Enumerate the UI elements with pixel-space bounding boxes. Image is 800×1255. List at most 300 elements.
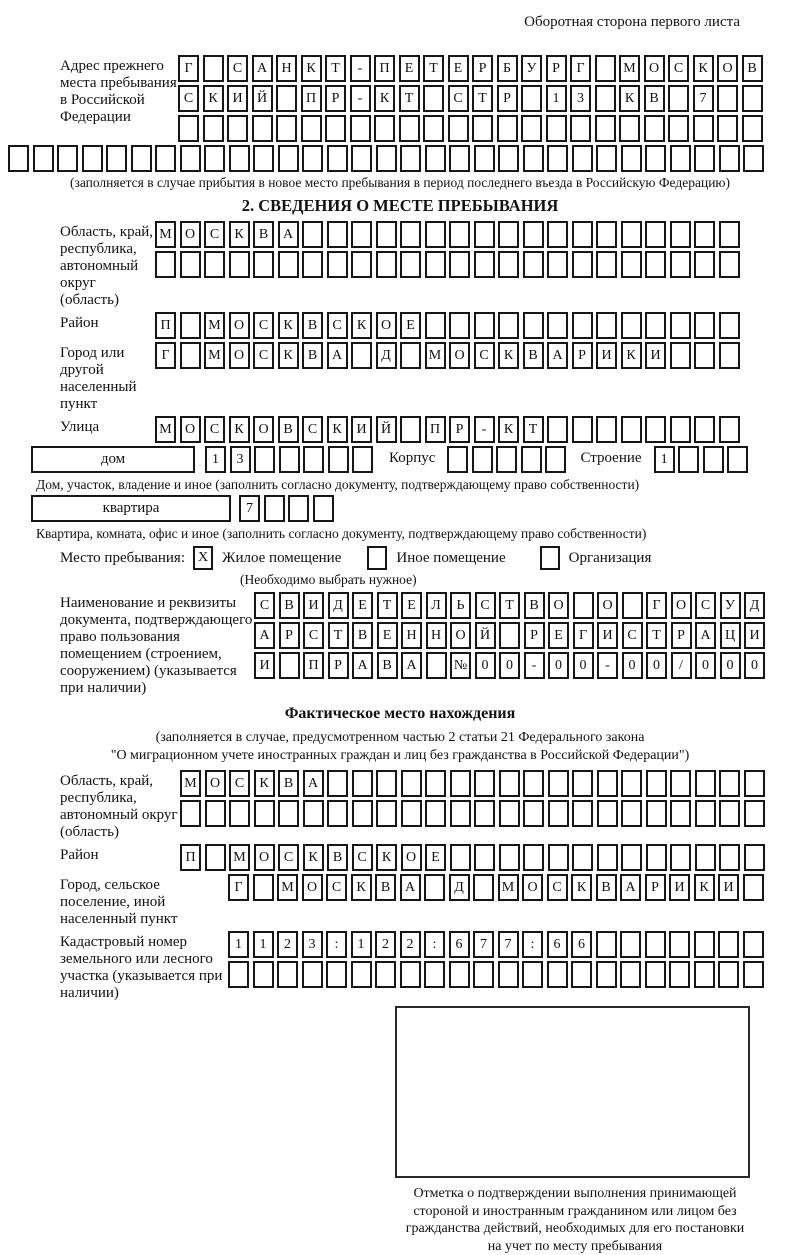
char-box[interactable] [498,312,519,339]
char-box[interactable] [276,85,297,112]
char-box[interactable] [399,115,420,142]
char-box[interactable]: С [278,844,299,871]
char-box[interactable] [449,145,470,172]
char-box[interactable] [742,115,763,142]
char-box[interactable] [351,961,372,988]
char-box[interactable] [375,961,396,988]
char-box[interactable] [694,312,715,339]
char-box[interactable] [400,145,421,172]
char-box[interactable] [717,115,738,142]
char-box[interactable]: В [278,416,299,443]
char-box[interactable] [572,145,593,172]
char-box[interactable] [621,221,642,248]
char-box[interactable] [205,844,226,871]
char-box[interactable]: 3 [230,446,251,473]
document-row-1[interactable] [254,592,765,619]
char-box[interactable] [374,115,395,142]
char-box[interactable]: К [229,416,250,443]
char-box[interactable] [253,251,274,278]
char-box[interactable]: О [717,55,738,82]
char-box[interactable]: Н [276,55,297,82]
char-box[interactable] [155,145,176,172]
char-box[interactable] [376,251,397,278]
char-box[interactable] [572,221,593,248]
char-box[interactable] [719,844,740,871]
char-box[interactable] [401,770,422,797]
char-box[interactable] [180,145,201,172]
char-box[interactable] [523,844,544,871]
char-box[interactable] [499,770,520,797]
char-box[interactable] [327,800,348,827]
char-box[interactable]: Р [645,874,666,901]
char-box[interactable]: 7 [693,85,714,112]
char-box[interactable] [424,961,445,988]
char-box[interactable] [474,844,495,871]
char-box[interactable] [694,961,715,988]
char-box[interactable] [473,961,494,988]
char-box[interactable]: М [229,844,250,871]
char-box[interactable]: Й [252,85,273,112]
char-box[interactable]: 1 [205,446,226,473]
char-box[interactable]: 3 [570,85,591,112]
char-box[interactable] [178,115,199,142]
other-premises-checkbox[interactable] [367,546,387,570]
char-box[interactable] [595,85,616,112]
char-box[interactable] [695,800,716,827]
char-box[interactable]: 2 [277,931,298,958]
char-box[interactable]: И [227,85,248,112]
char-box[interactable] [670,145,691,172]
char-box[interactable]: К [203,85,224,112]
char-box[interactable]: А [400,874,421,901]
char-box[interactable]: Т [423,55,444,82]
char-box[interactable]: К [619,85,640,112]
char-box[interactable] [670,251,691,278]
char-box[interactable]: Р [671,622,692,649]
char-box[interactable] [350,115,371,142]
char-box[interactable] [180,251,201,278]
char-box[interactable]: В [352,622,373,649]
char-box[interactable] [670,416,691,443]
char-box[interactable] [718,931,739,958]
char-box[interactable]: К [571,874,592,901]
char-box[interactable]: 0 [622,652,643,679]
char-box[interactable] [597,844,618,871]
char-box[interactable] [449,961,470,988]
char-box[interactable]: К [693,55,714,82]
street-row[interactable] [155,416,740,443]
char-box[interactable] [645,221,666,248]
char-box[interactable] [727,446,748,473]
char-box[interactable]: № [450,652,471,679]
document-row-3[interactable] [254,652,765,679]
char-box[interactable] [694,416,715,443]
char-box[interactable]: / [671,652,692,679]
char-box[interactable] [597,800,618,827]
char-box[interactable] [229,800,250,827]
char-box[interactable]: Д [376,342,397,369]
char-box[interactable] [351,221,372,248]
char-box[interactable] [303,800,324,827]
char-box[interactable]: 0 [499,652,520,679]
char-box[interactable] [620,931,641,958]
char-box[interactable] [596,931,617,958]
char-box[interactable] [252,115,273,142]
char-box[interactable]: В [596,874,617,901]
char-box[interactable] [474,312,495,339]
char-box[interactable] [278,145,299,172]
char-box[interactable] [547,312,568,339]
char-box[interactable]: К [303,844,324,871]
char-box[interactable] [450,844,471,871]
char-box[interactable]: В [377,652,398,679]
char-box[interactable]: Р [497,85,518,112]
char-box[interactable] [572,416,593,443]
char-box[interactable]: О [548,592,569,619]
char-box[interactable]: О [205,770,226,797]
char-box[interactable]: С [178,85,199,112]
char-box[interactable] [351,342,372,369]
char-box[interactable] [596,416,617,443]
char-box[interactable]: Е [448,55,469,82]
prev-address-overflow-row[interactable] [8,145,800,172]
char-box[interactable]: И [744,622,765,649]
char-box[interactable] [742,85,763,112]
char-box[interactable] [499,844,520,871]
char-box[interactable]: Т [472,85,493,112]
char-box[interactable]: И [669,874,690,901]
char-box[interactable] [695,770,716,797]
char-box[interactable] [719,800,740,827]
char-box[interactable]: Т [399,85,420,112]
char-box[interactable] [670,844,691,871]
char-box[interactable] [621,844,642,871]
char-box[interactable] [572,312,593,339]
char-box[interactable]: Ц [720,622,741,649]
char-box[interactable]: М [180,770,201,797]
char-box[interactable]: 7 [239,495,260,522]
char-box[interactable]: К [229,221,250,248]
char-box[interactable] [180,800,201,827]
char-box[interactable]: А [252,55,273,82]
char-box[interactable]: И [718,874,739,901]
char-box[interactable] [572,770,593,797]
char-box[interactable] [548,844,569,871]
char-box[interactable]: Р [472,55,493,82]
char-box[interactable]: К [278,342,299,369]
char-box[interactable] [474,770,495,797]
char-box[interactable]: С [326,874,347,901]
char-box[interactable] [449,221,470,248]
char-box[interactable] [229,145,250,172]
char-box[interactable] [302,251,323,278]
char-box[interactable] [596,221,617,248]
char-box[interactable] [547,221,568,248]
char-box[interactable] [646,800,667,827]
char-box[interactable] [57,145,78,172]
char-box[interactable] [645,251,666,278]
char-box[interactable]: : [326,931,347,958]
char-box[interactable]: В [278,770,299,797]
char-box[interactable] [376,800,397,827]
char-box[interactable]: Г [228,874,249,901]
char-box[interactable]: О [449,342,470,369]
char-box[interactable] [474,145,495,172]
char-box[interactable]: О [401,844,422,871]
char-box[interactable]: 1 [654,446,675,473]
char-box[interactable] [621,800,642,827]
char-box[interactable]: А [547,342,568,369]
char-box[interactable] [670,312,691,339]
char-box[interactable]: 0 [695,652,716,679]
korpus-cells[interactable] [447,446,566,473]
char-box[interactable]: 0 [646,652,667,679]
char-box[interactable]: С [475,592,496,619]
char-box[interactable] [521,85,542,112]
char-box[interactable] [424,874,445,901]
char-box[interactable] [376,145,397,172]
char-box[interactable] [288,495,309,522]
char-box[interactable]: М [277,874,298,901]
char-box[interactable] [646,844,667,871]
char-box[interactable] [474,800,495,827]
char-box[interactable] [472,446,493,473]
char-box[interactable]: Т [499,592,520,619]
char-box[interactable] [523,770,544,797]
char-box[interactable] [425,312,446,339]
char-box[interactable] [8,145,29,172]
char-box[interactable] [621,416,642,443]
char-box[interactable]: Т [328,622,349,649]
char-box[interactable] [400,961,421,988]
char-box[interactable] [313,495,334,522]
char-box[interactable] [278,800,299,827]
char-box[interactable] [620,961,641,988]
char-box[interactable] [597,770,618,797]
char-box[interactable] [302,145,323,172]
char-box[interactable]: С [253,312,274,339]
char-box[interactable] [450,800,471,827]
char-box[interactable] [352,800,373,827]
char-box[interactable]: Р [524,622,545,649]
char-box[interactable]: С [227,55,248,82]
apartment-cells[interactable] [239,495,334,522]
char-box[interactable] [106,145,127,172]
char-box[interactable] [425,251,446,278]
char-box[interactable]: А [327,342,348,369]
char-box[interactable]: Т [325,55,346,82]
char-box[interactable]: А [254,622,275,649]
char-box[interactable]: У [521,55,542,82]
char-box[interactable]: Р [449,416,470,443]
char-box[interactable]: О [253,416,274,443]
char-box[interactable] [644,115,665,142]
char-box[interactable]: Е [425,844,446,871]
char-box[interactable]: - [350,85,371,112]
char-box[interactable] [254,800,275,827]
organization-checkbox[interactable] [540,546,560,570]
char-box[interactable]: О [376,312,397,339]
char-box[interactable]: 7 [473,931,494,958]
char-box[interactable] [401,800,422,827]
char-box[interactable]: П [155,312,176,339]
char-box[interactable]: В [523,342,544,369]
char-box[interactable]: 0 [573,652,594,679]
char-box[interactable]: Е [401,592,422,619]
char-box[interactable]: Е [399,55,420,82]
prev-address-row-2[interactable] [178,85,763,112]
char-box[interactable] [327,221,348,248]
char-box[interactable] [253,961,274,988]
char-box[interactable]: П [303,652,324,679]
char-box[interactable]: В [302,312,323,339]
char-box[interactable]: Ь [450,592,471,619]
char-box[interactable] [645,312,666,339]
char-box[interactable] [400,342,421,369]
char-box[interactable]: С [204,221,225,248]
char-box[interactable]: В [279,592,300,619]
char-box[interactable]: 2 [400,931,421,958]
char-box[interactable]: 6 [449,931,470,958]
char-box[interactable] [547,251,568,278]
char-box[interactable]: К [694,874,715,901]
char-box[interactable]: К [254,770,275,797]
char-box[interactable] [545,446,566,473]
char-box[interactable] [498,251,519,278]
district-row[interactable] [155,312,740,339]
fact-city-row[interactable] [228,874,764,928]
char-box[interactable]: - [474,416,495,443]
char-box[interactable]: О [522,874,543,901]
char-box[interactable]: 1 [546,85,567,112]
char-box[interactable]: 1 [351,931,372,958]
char-box[interactable]: О [229,312,250,339]
char-box[interactable] [499,622,520,649]
char-box[interactable]: И [645,342,666,369]
char-box[interactable] [596,312,617,339]
prev-address-row-1[interactable] [178,55,763,82]
char-box[interactable] [327,251,348,278]
char-box[interactable]: - [597,652,618,679]
char-box[interactable] [498,145,519,172]
char-box[interactable]: Д [744,592,765,619]
char-box[interactable] [572,251,593,278]
char-box[interactable] [669,961,690,988]
char-box[interactable]: М [204,312,225,339]
char-box[interactable]: Г [178,55,199,82]
char-box[interactable] [203,115,224,142]
char-box[interactable]: В [644,85,665,112]
prev-address-row-3[interactable] [178,115,763,142]
char-box[interactable]: М [425,342,446,369]
char-box[interactable]: А [695,622,716,649]
char-box[interactable] [621,145,642,172]
char-box[interactable] [717,85,738,112]
char-box[interactable] [719,145,740,172]
char-box[interactable]: В [524,592,545,619]
char-box[interactable]: 2 [375,931,396,958]
char-box[interactable] [744,800,765,827]
char-box[interactable]: С [622,622,643,649]
char-box[interactable]: К [351,874,372,901]
char-box[interactable] [253,874,274,901]
char-box[interactable]: С [303,622,324,649]
char-box[interactable]: О [671,592,692,619]
char-box[interactable] [719,251,740,278]
char-box[interactable]: Г [155,342,176,369]
char-box[interactable] [719,312,740,339]
char-box[interactable] [351,145,372,172]
char-box[interactable]: Е [352,592,373,619]
char-box[interactable] [473,874,494,901]
char-box[interactable] [670,800,691,827]
char-box[interactable]: Т [523,416,544,443]
char-box[interactable]: 1 [253,931,274,958]
char-box[interactable]: И [303,592,324,619]
char-box[interactable]: С [204,416,225,443]
char-box[interactable] [376,221,397,248]
char-box[interactable] [425,800,446,827]
char-box[interactable]: Г [570,55,591,82]
char-box[interactable] [472,115,493,142]
region-row-1[interactable] [155,221,740,248]
char-box[interactable]: Н [426,622,447,649]
char-box[interactable] [498,961,519,988]
char-box[interactable]: 6 [547,931,568,958]
char-box[interactable] [668,115,689,142]
char-box[interactable] [670,342,691,369]
char-box[interactable]: А [303,770,324,797]
char-box[interactable] [521,115,542,142]
char-box[interactable]: В [302,342,323,369]
char-box[interactable]: М [498,874,519,901]
char-box[interactable]: Г [573,622,594,649]
char-box[interactable] [423,115,444,142]
char-box[interactable]: С [253,342,274,369]
char-box[interactable]: Й [376,416,397,443]
char-box[interactable] [276,115,297,142]
char-box[interactable] [744,770,765,797]
char-box[interactable]: У [720,592,741,619]
char-box[interactable] [253,145,274,172]
char-box[interactable]: М [619,55,640,82]
char-box[interactable] [279,446,300,473]
char-box[interactable]: 0 [720,652,741,679]
char-box[interactable] [694,221,715,248]
char-box[interactable] [718,961,739,988]
char-box[interactable]: П [425,416,446,443]
char-box[interactable]: К [376,844,397,871]
char-box[interactable] [694,931,715,958]
char-box[interactable] [572,844,593,871]
char-box[interactable] [180,312,201,339]
char-box[interactable] [277,961,298,988]
cadastral-row-2[interactable] [228,961,764,988]
char-box[interactable] [719,342,740,369]
char-box[interactable] [523,312,544,339]
char-box[interactable] [570,115,591,142]
char-box[interactable]: С [448,85,469,112]
char-box[interactable]: Л [426,592,447,619]
char-box[interactable]: О [644,55,665,82]
char-box[interactable]: С [668,55,689,82]
char-box[interactable] [670,221,691,248]
char-box[interactable] [719,221,740,248]
char-box[interactable]: С [695,592,716,619]
char-box[interactable] [645,145,666,172]
char-box[interactable] [352,446,373,473]
char-box[interactable] [670,770,691,797]
